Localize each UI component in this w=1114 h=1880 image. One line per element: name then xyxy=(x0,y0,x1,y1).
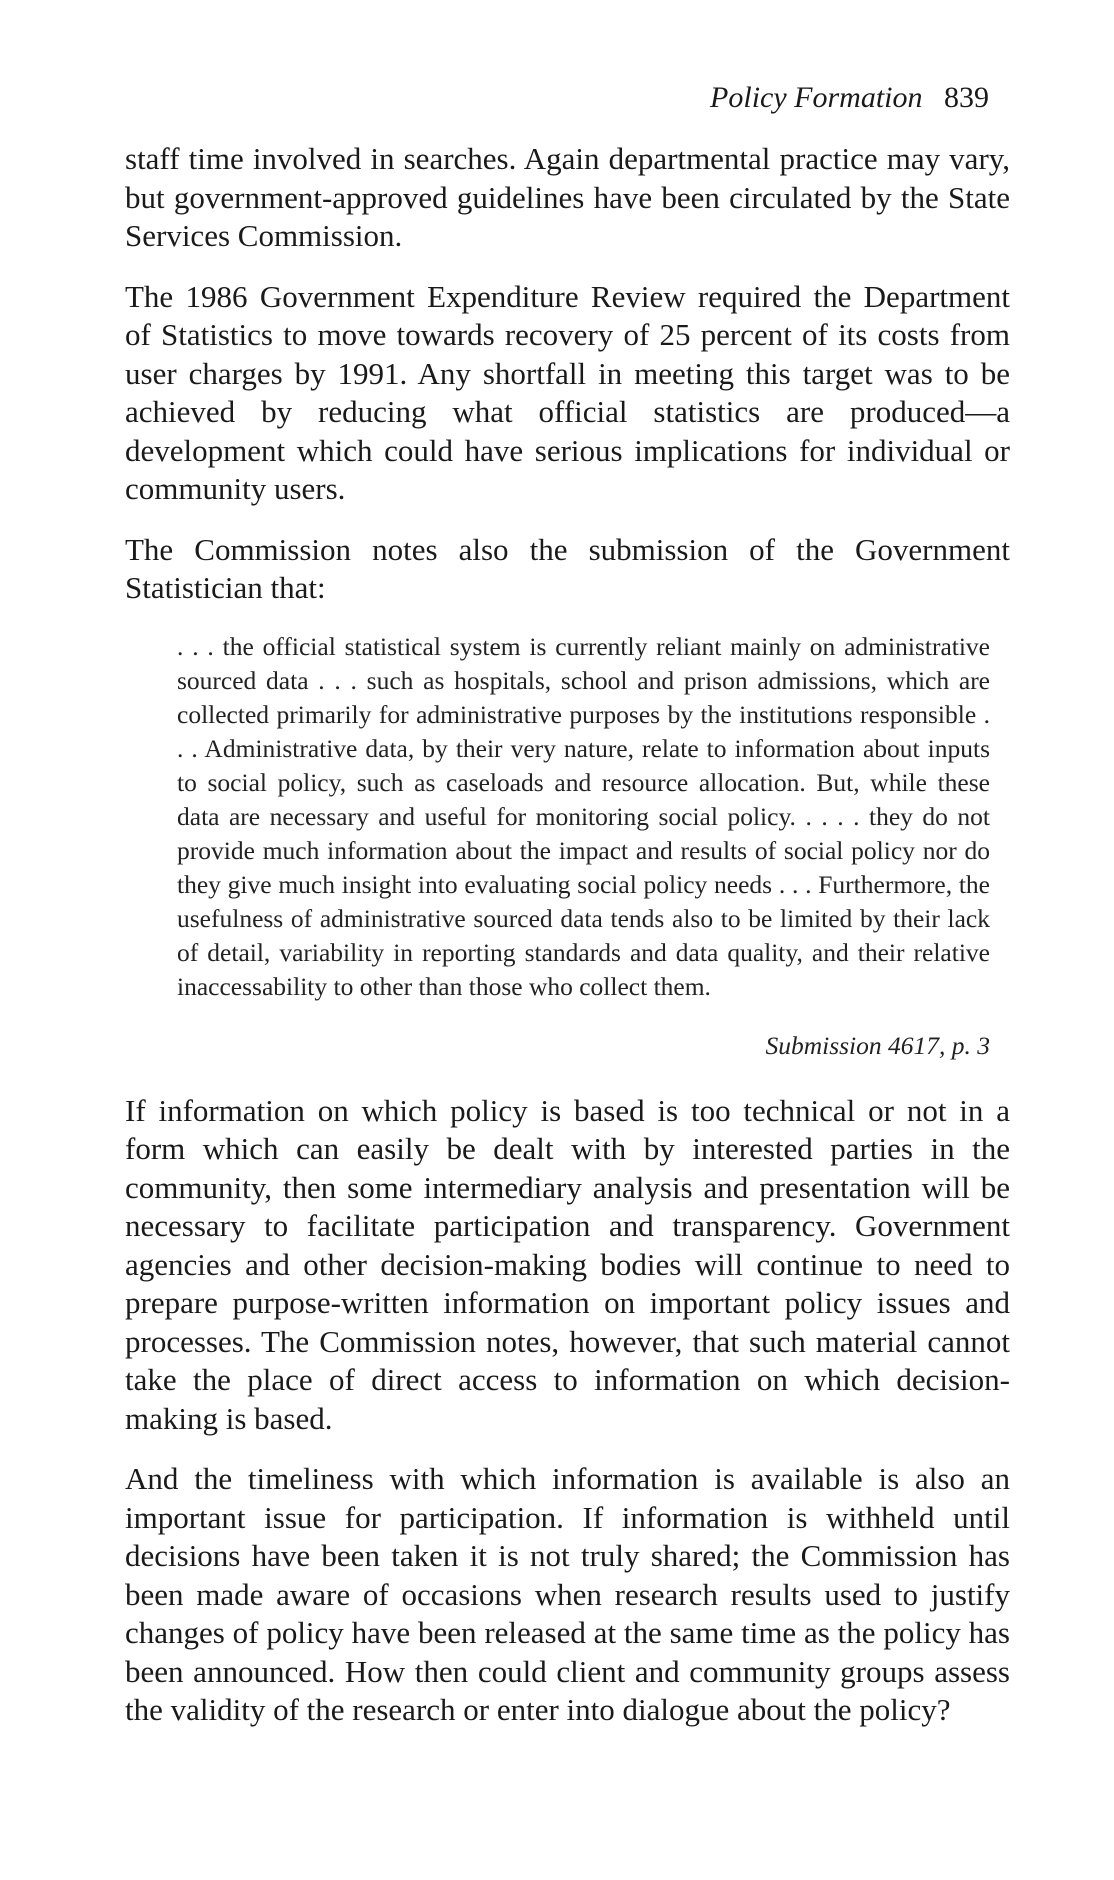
paragraph-continuation: staff time involved in searches. Again departmental practice may vary, but government-approved guidelines have been circulated by the State Services Commission. xyxy=(125,141,1010,253)
paragraph-quote-intro: The Commission notes also the submission of the Government Statistician that: xyxy=(125,531,1010,605)
running-header xyxy=(710,80,989,116)
paragraph-timeliness: And the timeliness with which information is available is also an important issue for participation. If information is withheld until decisions have been taken it is not truly shared; the Commission has been made aware of occasions when research results used to justify changes of policy have been released at the same time as the policy has been announced. How then could client and community groups assess the validity of the research or enter into dialogue about the policy? xyxy=(125,1461,1010,1727)
quote-citation: Submission 4617, p. 3 xyxy=(765,1030,990,1060)
paragraph-intermediary-analysis: If information on which policy is based is too technical or not in a form which can easily be dealt with by interested parties in the community, then some intermediary analysis and presentation will be necessary to facilitate participation and transparency. Government agencies and other decision-making bodies will continue to need to prepare purpose-written information on important policy issues and processes. The Commission notes, however, that such material cannot take the place of direct access to information on which decision-making is based. xyxy=(125,1092,1010,1436)
page-number: 839 xyxy=(944,81,989,114)
body-text xyxy=(125,140,1010,1752)
running-title: Policy Formation xyxy=(710,81,923,114)
paragraph-expenditure-review: The 1986 Government Expenditure Review required the Department of Statistics to move towards recovery of 25 percent of its costs from user charges by 1991. Any shortfall in meeting this target was to be achieved by reducing what official statistics are produced—a development which could have serious implications for individual or community users. xyxy=(125,278,1010,506)
block-quote: . . . the official statistical system is currently reliant mainly on administrative sourced data . . . such as hospitals, school and prison admissions, which are collected primarily for administrative purposes by the institutions responsible . . . Administrative data, by their very nature, relate to information about inputs to social policy, such as caseloads and resource allocation. But, while these data are necessary and useful for monitoring social policy. . . . . they do not provide much information about the impact and results of social policy nor do they give much insight into evaluating social policy needs . . . Furthermore, the usefulness of administrative sourced data tends also to be limited by their lack of detail, variability in reporting standards and data quality, and their relative inaccessability to other than those who collect them. xyxy=(177,631,990,1001)
